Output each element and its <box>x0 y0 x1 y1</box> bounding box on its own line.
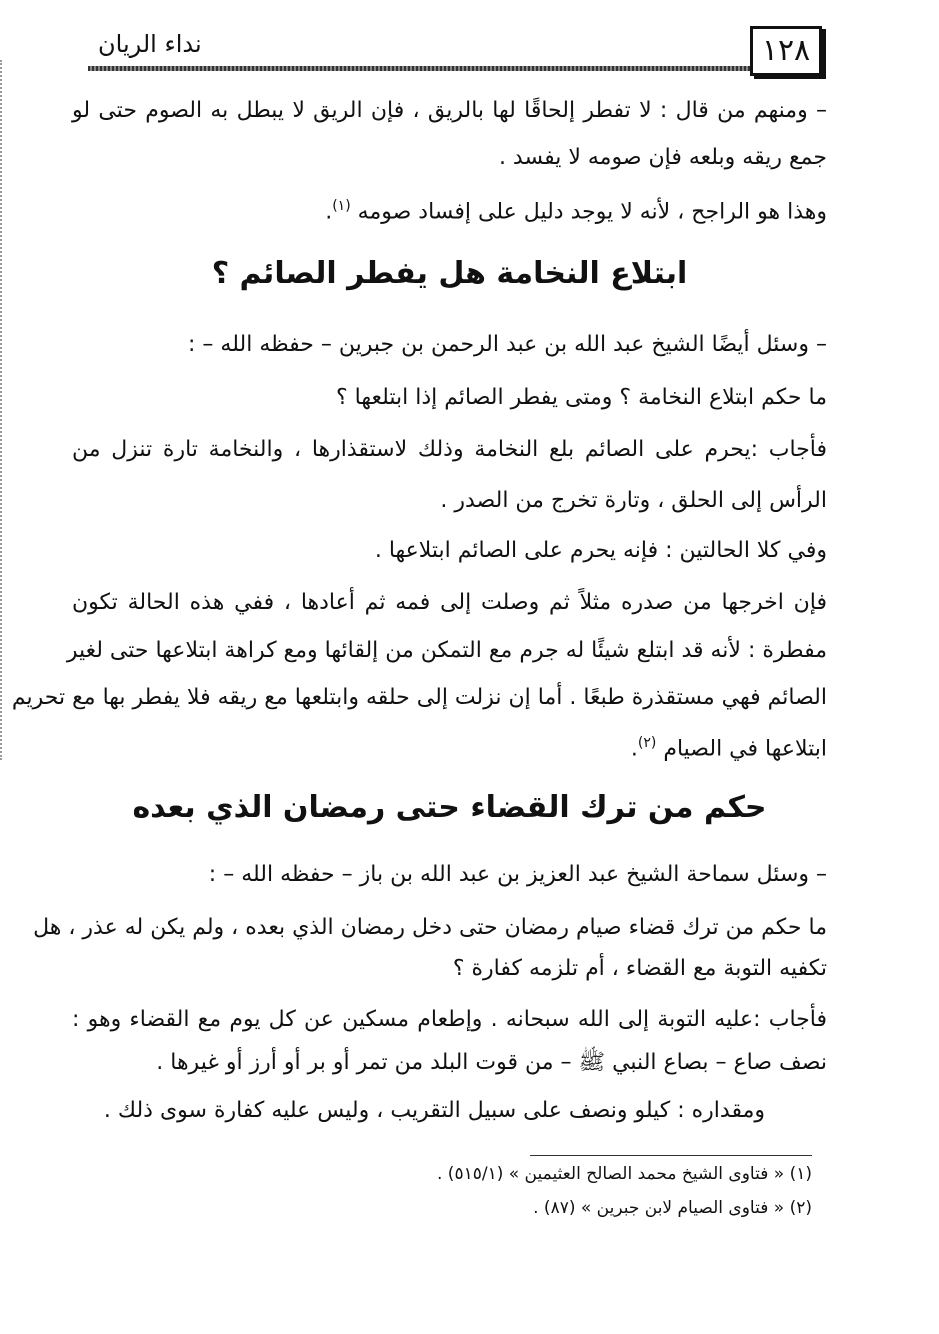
paragraph-line: جمع ريقه وبلعه فإن صومه لا يفسد . <box>498 145 827 170</box>
question-intro: – وسئل سماحة الشيخ عبد العزيز بن عبد الله بن باز – حفظه الله – : <box>208 862 827 887</box>
answer-line: فأجاب :يحرم على الصائم بلع النخامة وذلك لاستقذارها ، والنخامة تارة تنزل من <box>72 437 827 462</box>
answer-line <box>631 728 827 764</box>
question-text: تكفيه التوبة مع القضاء ، أم تلزمه كفارة ؟ <box>452 956 827 981</box>
paragraph-end: . <box>325 199 333 225</box>
page-header <box>88 20 826 72</box>
answer-line: الرأس إلى الحلق ، وتارة تخرج من الصدر . <box>440 488 827 513</box>
answer-line: مفطرة : لأنه قد ابتلع شيئًا له جرم مع التمكن من إلقائها ومع كراهة ابتلاعها حتى لغير <box>66 638 827 663</box>
header-rule <box>88 66 750 71</box>
question-intro: – وسئل أيضًا الشيخ عبد الله بن عبد الرحمن بن جبرين – حفظه الله – : <box>188 332 827 357</box>
binding-edge <box>0 60 6 760</box>
running-title: نداء الريان <box>98 30 202 58</box>
answer-line: وفي كلا الحالتين : فإنه يحرم على الصائم ابتلاعها . <box>374 538 827 563</box>
answer-line: فأجاب :عليه التوبة إلى الله سبحانه . وإطعام مسكين عن كل يوم مع القضاء وهو : <box>72 1007 827 1032</box>
paragraph-text: وهذا هو الراجح ، لأنه لا يوجد دليل على إفساد صومه <box>357 199 827 225</box>
answer-line: فإن اخرجها من صدره مثلاً ثم وصلت إلى فمه ثم أعادها ، ففي هذه الحالة تكون <box>72 590 827 615</box>
section-heading: حكم من ترك القضاء حتى رمضان الذي بعده <box>132 790 767 825</box>
answer-line: ومقداره : كيلو ونصف على سبيل التقريب ، وليس عليه كفارة سوى ذلك . <box>103 1098 765 1123</box>
answer-text: ابتلاعها في الصيام <box>663 736 827 762</box>
footnote-rule <box>530 1155 812 1156</box>
question-text: ما حكم من ترك قضاء صيام رمضان حتى دخل رمضان الذي بعده ، ولم يكن له عذر ، هل <box>33 915 827 940</box>
paragraph-line <box>325 191 827 227</box>
answer-line: الصائم فهي مستقذرة طبعًا . أما إن نزلت إلى حلقه وابتلعها مع ريقه فلا يفطر بها مع تحريم <box>11 685 827 710</box>
question-text: ما حكم ابتلاع النخامة ؟ ومتى يفطر الصائم إذا ابتلعها ؟ <box>335 385 827 410</box>
footnote: (١) « فتاوى الشيخ محمد الصالح العثيمين » (٥١٥/١) . <box>437 1164 812 1184</box>
footnote-ref: (١) <box>332 198 351 214</box>
answer-end: . <box>630 736 638 762</box>
footnote: (٢) « فتاوى الصيام لابن جبرين » (٨٧) . <box>533 1198 812 1218</box>
paragraph-line: – ومنهم من قال : لا تفطر إلحاقًا لها بالريق ، فإن الريق لا يبطل به الصوم حتى لو <box>72 98 827 123</box>
answer-line: نصف صاع – بصاع النبي ﷺ – من قوت البلد من تمر أو بر أو أرز أو غيرها . <box>156 1050 827 1075</box>
section-heading: ابتلاع النخامة هل يفطر الصائم ؟ <box>211 256 688 291</box>
footnote-ref: (٢) <box>637 735 657 751</box>
page-number: ١٢٨ <box>750 26 822 76</box>
